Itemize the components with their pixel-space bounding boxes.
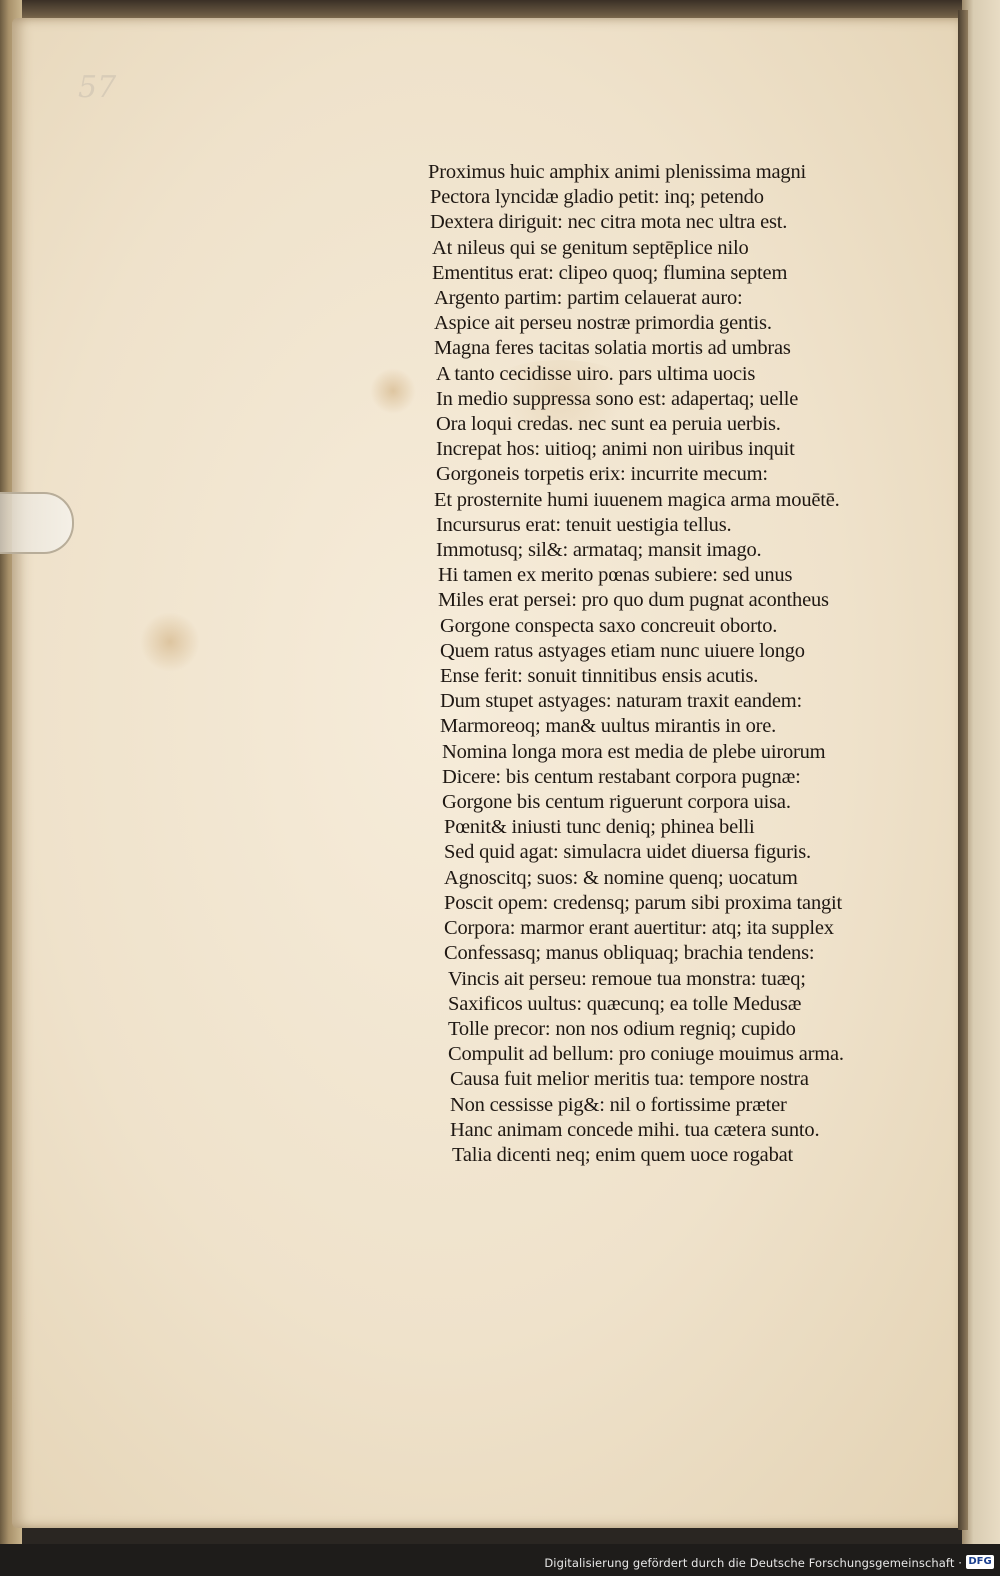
verse-text-block [428,160,898,1168]
verse-line: Causa fuit melior meritis tua: tempore nostra [450,1068,809,1091]
dfg-logo-icon: DFG [966,1555,994,1569]
verse-line: Non cessisse pig&: nil o fortissime præter [450,1093,787,1116]
verse-line: At nileus qui se genitum septēplice nilo [432,236,749,259]
page-gutter [958,10,968,1530]
verse-line: Ora loqui credas. nec sunt ea peruia uerbis. [436,413,781,436]
verse-line: Immotusq; sil&: armataq; mansit imago. [436,539,762,562]
verse-line: Pœnit& iniusti tunc deniq; phinea belli [444,816,755,839]
verse-line: Argento partim: partim celauerat auro: [434,287,743,310]
folio-number: 57 [78,70,117,105]
verse-line: Ementitus erat: clipeo quoq; flumina septem [432,261,788,284]
verse-line: Incursurus erat: tenuit uestigia tellus. [436,513,732,536]
verse-line: Poscit opem: credensq; parum sibi proxima tangit [444,891,843,914]
page-stain [140,612,200,672]
verse-line: Dicere: bis centum restabant corpora pugnæ: [442,765,801,788]
verse-line: Ense ferit: sonuit tinnitibus ensis acutis. [440,665,759,688]
verse-line: Magna feres tacitas solatia mortis ad umbras [434,337,791,360]
verse-line: Vincis ait perseu: remoue tua monstra: tuæq; [448,967,806,990]
verse-line: A tanto cecidisse uiro. pars ultima uocis [436,362,756,385]
verse-line: Agnoscitq; suos: & nomine quenq; uocatum [444,866,798,889]
verse-line: Gorgone bis centum riguerunt corpora uisa. [442,791,791,814]
page-stain [370,368,416,414]
verse-line: Proximus huic amphix animi plenissima magni [428,161,807,183]
verse-line: Et prosternite humi iuuenem magica arma mouētē. [434,488,840,511]
verse-line: Tolle precor: non nos odium regniq; cupido [448,1017,796,1040]
verse-line: Nomina longa mora est media de plebe uirorum [442,740,826,763]
verse-line: Aspice ait perseu nostræ primordia gentis. [434,312,772,335]
verse-line: In medio suppressa sono est: adapertaq; uelle [436,387,799,410]
verse-line: Compulit ad bellum: pro coniuge mouimus arma. [448,1043,844,1066]
verse-line: Quem ratus astyages etiam nunc uiuere longo [440,639,805,662]
verse-line: Dextera diriguit: nec citra mota nec ultra est. [430,211,788,234]
footer-credit: Digitalisierung gefördert durch die Deutsche Forschungsgemeinschaft · [544,1556,962,1570]
verse-line: Corpora: marmor erant auertitur: atq; ita supplex [444,917,834,940]
verse-line: Hi tamen ex merito pœnas subiere: sed unus [438,564,793,587]
verse-line: Hanc animam concede mihi. tua cætera sunto. [450,1118,820,1141]
verse-line: Talia dicenti neq; enim quem uoce rogabat [452,1143,794,1166]
verse-line: Gorgone conspecta saxo concreuit oborto. [440,614,778,637]
verse-line: Increpat hos: uitioq; animi non uiribus inquit [436,438,795,461]
verse-line: Sed quid agat: simulacra uidet diuersa figuris. [444,841,811,864]
verse-line: Pectora lyncidæ gladio petit: inq; petendo [430,186,764,209]
verse-line: Miles erat persei: pro quo dum pugnat acontheus [438,589,829,612]
verse-line: Confessasq; manus obliquaq; brachia tendens: [444,942,815,965]
verse-line: Gorgoneis torpetis erix: incurrite mecum: [436,463,768,486]
footer-bar [0,1544,1000,1576]
page-clip [0,492,74,554]
verse-line: Marmoreoq; man& uultus mirantis in ore. [440,715,777,738]
verse-line: Saxificos uultus: quæcunq; ea tolle Medusæ [448,992,802,1015]
verse-line: Dum stupet astyages: naturam traxit eandem: [440,690,803,713]
